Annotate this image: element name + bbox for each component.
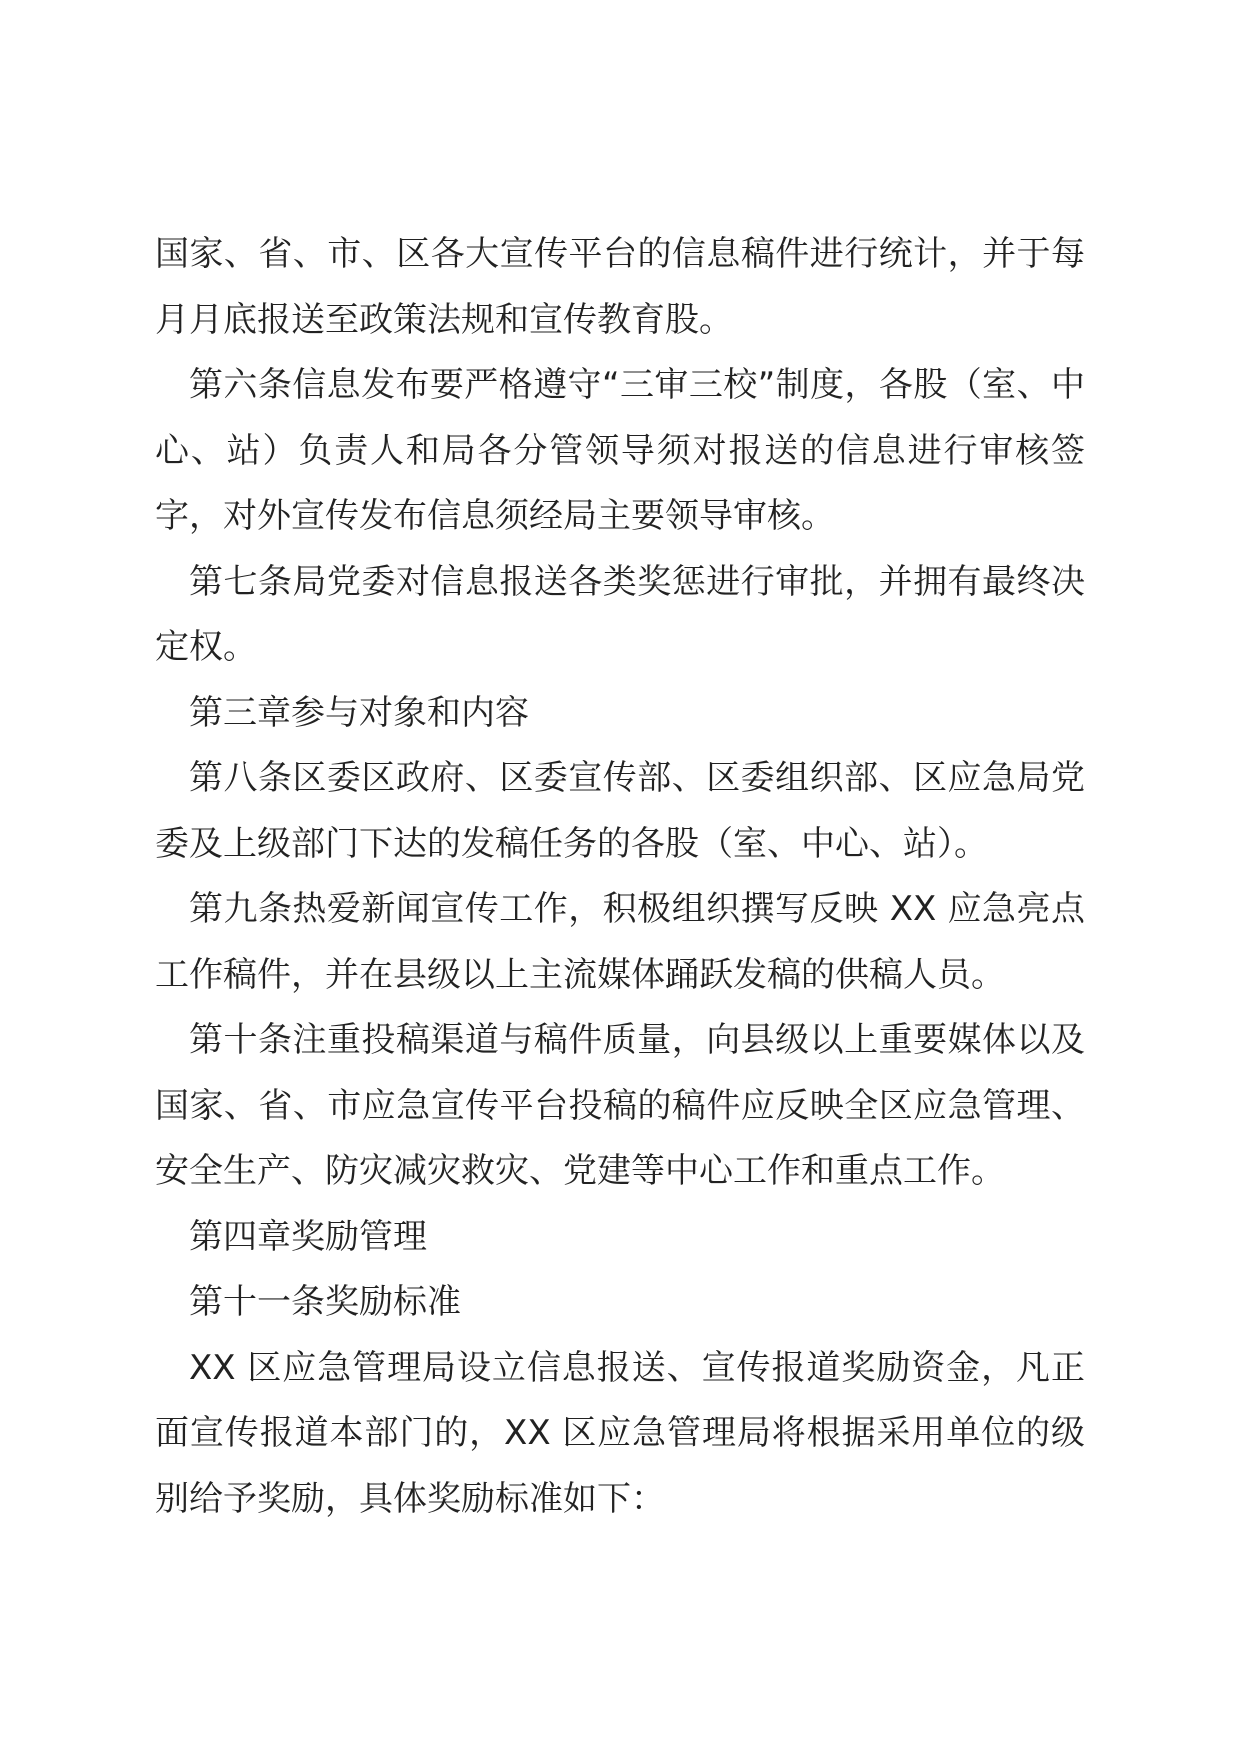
- paragraph-article-11: 第十一条奖励标准: [189, 1282, 461, 1322]
- document-body: [155, 222, 1085, 1532]
- paragraph-article-7: 第七条局党委对信息报送各类奖惩进行审批，并拥有最终决定权。: [155, 561, 1085, 667]
- paragraph-article-9: 第九条热爱新闻宣传工作，积极组织撰写反映 XX 应急亮点工作稿件，并在县级以上主流媒体踊跃发稿的供稿人员。: [155, 889, 1085, 995]
- chapter-3-heading: 第三章参与对象和内容: [189, 692, 529, 733]
- paragraph-reward-standard: XX 区应急管理局设立信息报送、宣传报道奖励资金，凡正面宣传报道本部门的，XX 区应急管理局将根据采用单位的级别给予奖励，具体奖励标准如下：: [155, 1347, 1085, 1519]
- paragraph-article-8: 第八条区委区政府、区委宣传部、区委组织部、区应急局党委及上级部门下达的发稿任务的各股（室、中心、站）。: [155, 758, 1085, 864]
- paragraph-continued-statistics: 国家、省、市、区各大宣传平台的信息稿件进行统计，并于每月月底报送至政策法规和宣传教育股。: [155, 234, 1085, 340]
- chapter-4-heading: 第四章奖励管理: [189, 1216, 427, 1257]
- paragraph-article-6: 第六条信息发布要严格遵守“三审三校”制度，各股（室、中心、站）负责人和局各分管领导须对报送的信息进行审核签字，对外宣传发布信息须经局主要领导审核。: [155, 365, 1085, 536]
- paragraph-article-10: 第十条注重投稿渠道与稿件质量，向县级以上重要媒体以及国家、省、市应急宣传平台投稿的稿件应反映全区应急管理、安全生产、防灾减灾救灾、党建等中心工作和重点工作。: [155, 1020, 1085, 1191]
